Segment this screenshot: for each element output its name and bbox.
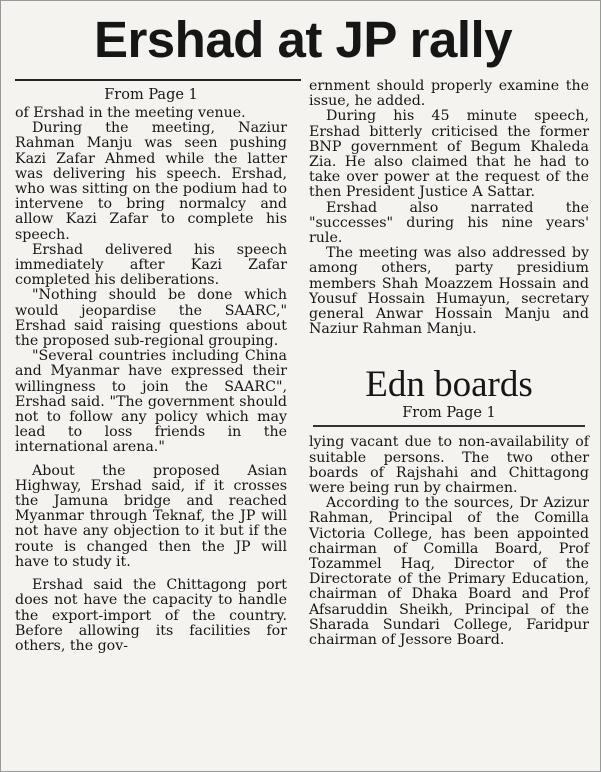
article-paragraph: Ershad said the Chittagong port does not have the capacity to handle the export-import of the country. Before allowing its facilities for others, the gov- [15,577,287,654]
edn-boards-headline: Edn boards [365,364,533,406]
edn-boards-from-page-label: From Page 1 [402,405,496,422]
article-paragraph: lying vacant due to non-availability of suitable persons. The two other boards of Rajshahi and Chittagong were being run by chairmen. [309,434,589,497]
edn-boards-rule [313,425,585,427]
left-column [15,87,287,654]
right-column [309,79,589,648]
article-paragraph: Ershad delivered his speech immediately after Kazi Zafar completed his deliberations. [15,241,287,289]
headline-rule-left [15,79,301,81]
article-paragraph: The meeting was also addressed by among others, party presidium members Shah Moazzem Hossain and Yousuf Hossain Humayun, secretary general Anwar Hossain Manju and Naziur Rahman Manju. [309,245,589,338]
main-headline: Ershad at JP rally [93,11,513,68]
article-paragraph: ernment should properly examine the issue, he added. [309,78,589,110]
article-paragraph: About the proposed Asian Highway, Ershad said, if it crosses the Jamuna bridge and reached Myanmar through Teknaf, the JP will not have any objection to it but if the route is changed then the JP will have to study it. [15,462,287,570]
article-paragraph: During the meeting, Naziur Rahman Manju was seen pushing Kazi Zafar Ahmed while the latter was delivering his speech. Ershad, who was sitting on the podium had to intervene to bring normalcy and allow Kazi Zafar to complete his speech. [15,120,287,243]
article-paragraph: of Ershad in the meeting venue. [15,105,246,121]
article-paragraph: "Nothing should be done which would jeopardise the SAARC," Ershad said raising questions about the proposed sub-regional grouping. [15,287,287,350]
article-paragraph: "Several countries including China and Myanmar have expressed their willingness to join the SAARC", Ershad said. "The government should not to follow any policy which may lead to loss friends in the international arena." [15,348,287,456]
article-paragraph: According to the sources, Dr Azizur Rahman, Principal of the Comilla Victoria College, has been appointed chairman of Comilla Board, Prof Tozammel Haq, Director of the Directorate of the Primary Education, chairman of Dhaka Board and Prof Afsaruddin Sheikh, Principal of the Sharada Sundari College, Faridpur chairman of Jessore Board. [309,495,589,649]
article-paragraph: Ershad also narrated the "successes" during his nine years' rule. [309,199,589,247]
from-page-label: From Page 1 [104,87,198,103]
article-paragraph: During his 45 minute speech, Ershad bitterly criticised the former BNP government of Begum Khaleda Zia. He also claimed that he had to take over power at the request of the then President Justice A Sattar. [309,108,589,201]
